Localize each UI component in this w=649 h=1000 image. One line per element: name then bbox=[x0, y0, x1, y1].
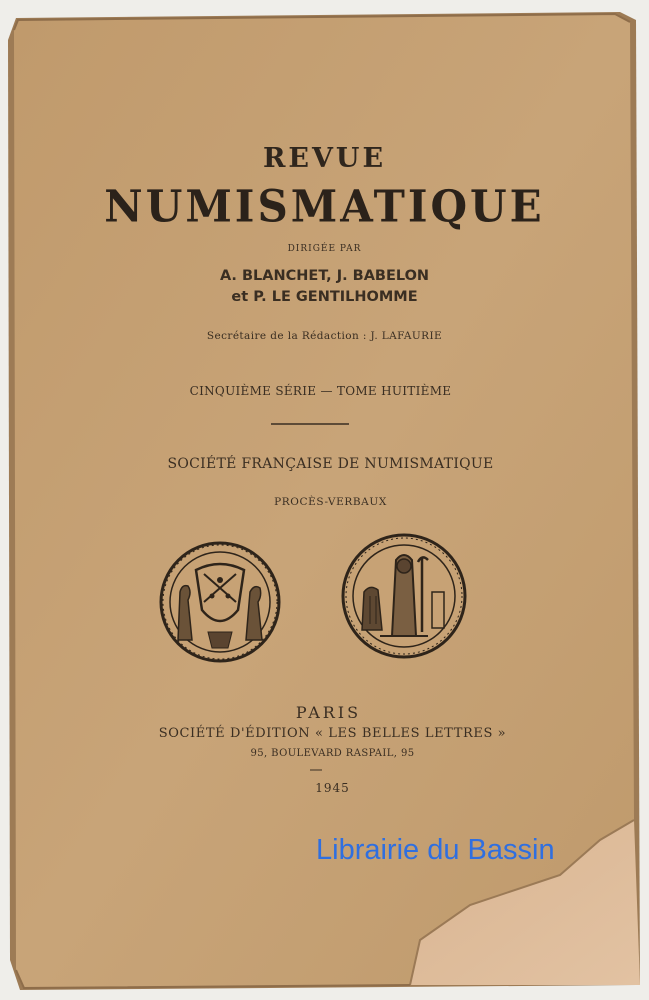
publisher-name: SOCIÉTÉ D'ÉDITION « LES BELLES LETTRES » bbox=[158, 726, 507, 741]
right-seal-image bbox=[340, 532, 468, 660]
authors-line-1: A. BLANCHET, J. BABELON bbox=[219, 268, 430, 284]
series-line: CINQUIÈME SÉRIE — TOME HUITIÈME bbox=[189, 384, 452, 398]
secretary-line: Secrétaire de la Rédaction : J. LAFAURIE bbox=[206, 330, 443, 342]
bookseller-watermark: Librairie du Bassin bbox=[316, 834, 555, 866]
authors-line-2: et P. LE GENTILHOMME bbox=[231, 289, 418, 305]
publisher-city: PARIS bbox=[295, 703, 362, 722]
publisher-address: 95, BOULEVARD RASPAIL, 95 bbox=[250, 748, 415, 759]
left-seal-image bbox=[158, 540, 282, 664]
society-name: SOCIÉTÉ FRANÇAISE DE NUMISMATIQUE bbox=[167, 456, 494, 472]
directed-by-label: DIRIGÉE PAR bbox=[287, 244, 362, 254]
title-numismatique: NUMISMATIQUE bbox=[104, 180, 545, 233]
proceedings-label: PROCÈS-VERBAUX bbox=[274, 496, 387, 508]
publication-year: 1945 bbox=[315, 781, 350, 795]
title-revue: REVUE bbox=[262, 143, 387, 174]
